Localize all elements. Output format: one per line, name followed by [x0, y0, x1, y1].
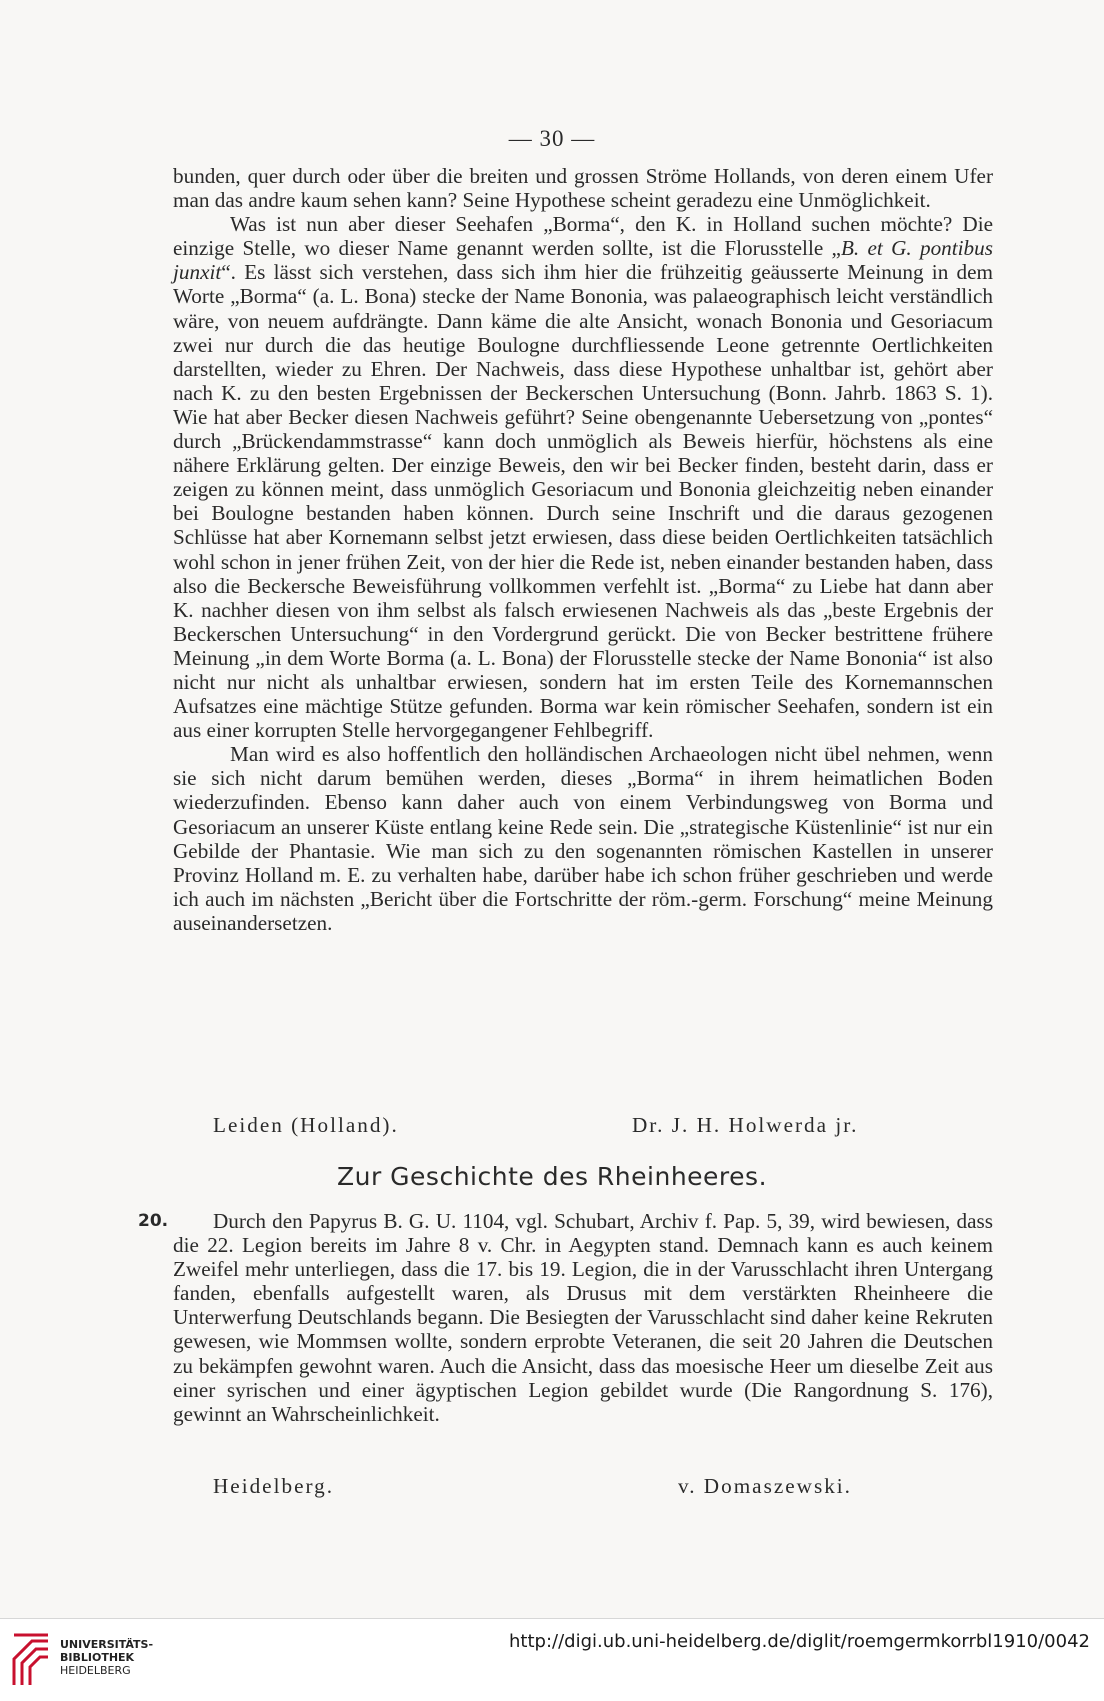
paragraph-borma-rest: “. Es lässt sich verstehen, dass sich ihm hier die frühzeitig geäusserte Meinung in dem Worte „Borma“ (a. L. Bona) stecke der Name Bononia, was palaeographisch leicht verständlich wäre, von neuem aufdrängte. Dann käme die alte Ansicht, wonach Bononia und Gesoriacum zwei nur durch die das heutige Boulogne durchfliessende Leone getrennte Oertlichkeiten darstellten, wieder zu Ehren. Der Nachweis, dass diese Hypothese unhaltbar ist, gehört aber nach K. zu den besten Ergebnissen der Beckerschen Untersuchung (Bonn. Jahrb. 1863 S. 1). Wie hat aber Becker diesen Nachweis geführt? Seine obengenannte Uebersetzung von „pontes“ durch „Brückendammstrasse“ kann doch unmöglich als Beweis hierfür, höchstens als eine nähere Erklärung gelten. Der einzige Beweis, den wir bei Becker finden, besteht darin, dass er zeigen zu können meint, dass unmöglich Gesoriacum und Bononia gleichzeitig neben einander bei Boulogne bestanden haben können. Durch seine Inschrift und die daraus gezogenen Schlüsse hat aber Kornemann selbst jetzt erwiesen, dass diese beiden Oertlichkeiten tatsächlich wohl schon in jener frühen Zeit, von der hier die Rede ist, neben einander bestanden haben, dass also die Beckersche Beweisführung vollkommen verfehlt ist. „Borma“ zu Liebe hat dann aber K. nachher diesen von ihm selbst als falsch erwiesenen Nachweis als das „beste Ergebnis der Beckerschen Untersuchung“ in den Vordergrund gerückt. Die von Becker bestrittene frühere Meinung „in dem Worte Borma (a. L. Bona) der Florusstelle stecke der Name Bononia“ ist also nicht nur nicht als unhaltbar erwiesen, sondern hat im ersten Teile des Kornemannschen Aufsatzes eine mächtige Stütze gefunden. Borma war kein römischer Seehafen, sondern ist ein aus einer korrupten Stelle hervorgegangener Fehlbegriff. [173, 260, 993, 743]
source-url-link[interactable]: http://digi.ub.uni-heidelberg.de/diglit/roemgermkorrbl1910/0042 [509, 1631, 1090, 1652]
paragraph-borma [173, 212, 993, 742]
signature-author-holwerda: Dr. J. H. Holwerda jr. [632, 1113, 859, 1137]
florus-quote: B. et G. pontibus junxit [173, 236, 993, 285]
section-title: Zur Geschichte des Rheinheeres. [336, 1162, 768, 1191]
paragraph-rheinheer: Durch den Papyrus B. G. U. 1104, vgl. Schubart, Archiv f. Pap. 5, 39, wird bewiesen, dass die 22. Legion bereits im Jahre 8 v. Chr. in Aegypten stand. Demnach kann es auch keinem Zweifel mehr unterliegen, dass die 17. bis 19. Legion, die in der Varusschlacht ihren Untergang fanden, ebenfalls aufgestellt waren, als Drusus mit dem verstärkten Rheinheere die Unterwerfung Deutschlands begann. Die Besiegten der Varusschlacht sind daher keine Rekruten gewesen, wie Mommsen wollte, sondern erprobte Veteranen, die seit 20 Jahren die Deutschen zu bekämpfen gewohnt waren. Auch die Ansicht, dass das moesische Heer um dieselbe Zeit aus einer syrischen und einer ägyptischen Legion gebildet wurde (Die Rangordnung S. 176), gewinnt an Wahrscheinlichkeit. [173, 1209, 993, 1426]
page-number: — 30 — [508, 126, 596, 151]
signature-place-leiden: Leiden (Holland). [213, 1113, 399, 1137]
signature-author-domaszewski: v. Domaszewski. [678, 1474, 852, 1498]
library-name-line1: UNIVERSITÄTS- [60, 1638, 154, 1651]
library-name [60, 1638, 153, 1677]
paragraph-borma-start: Was ist nun aber dieser Seehafen „Borma“, den K. in Holland suchen möchte? Die einzige Stelle, wo dieser Name genannt werden sollte, ist die Florusstelle „ [173, 212, 993, 261]
signature-place-heidelberg: Heidelberg. [213, 1474, 335, 1498]
library-logo-icon [10, 1629, 52, 1689]
footer-bar [0, 1618, 1104, 1701]
library-name-line2: BIBLIOTHEK [60, 1651, 135, 1664]
library-name-line3: HEIDELBERG [60, 1664, 131, 1677]
article-text-lower [173, 1209, 993, 1426]
article-text-upper [173, 164, 993, 935]
paragraph-conclusion: Man wird es also hoffentlich den holländischen Archaeologen nicht übel nehmen, wenn sie sich nicht darum bemühen werden, dieses „Borma“ in ihrem heimatlichen Boden wiederzufinden. Ebenso kann daher auch von einem Verbindungsweg von Borma und Gesoriacum an unserer Küste entlang keine Rede sein. Die „strategische Küstenlinie“ ist nur ein Gebilde der Phantasie. Wie man sich zu den sogenannten römischen Kastellen in unserer Provinz Holland m. E. zu verhalten habe, darüber habe ich schon früher geschrieben und werde ich auch im nächsten „Bericht über die Fortschritte der röm.-germ. Forschung“ meine Meinung auseinandersetzen. [173, 742, 993, 935]
item-number: 20. [138, 1211, 169, 1231]
paragraph-continuation: bunden, quer durch oder über die breiten und grossen Ströme Hollands, von deren einem Ufer man das andre kaum sehen kann? Seine Hypothese scheint geradezu eine Unmöglichkeit. [173, 164, 993, 213]
